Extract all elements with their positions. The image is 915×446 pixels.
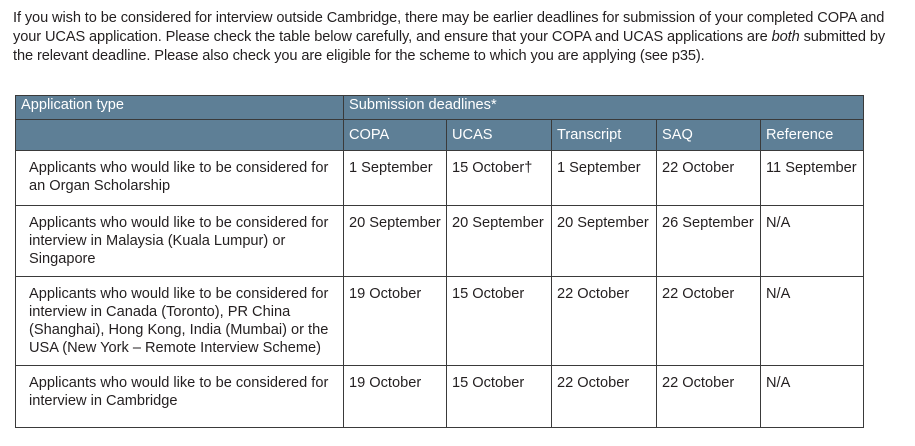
row-application-type: Applicants who would like to be considered for interview in Malaysia (Kuala Lumpur) or Singapore [16, 206, 344, 277]
cell-ucas: 15 October [447, 366, 552, 428]
cell-ucas: 15 October [447, 277, 552, 366]
intro-paragraph [13, 9, 893, 66]
header-transcript: Transcript [552, 120, 657, 151]
header-application-type: Application type [16, 96, 344, 120]
cell-transcript: 20 September [552, 206, 657, 277]
cell-reference: N/A [761, 366, 864, 428]
cell-transcript: 1 September [552, 151, 657, 206]
intro-text-part2: submitted by the relevant deadline. Please also check you are eligible for the scheme to which you are applying (see p35). [13, 29, 886, 64]
header-ucas: UCAS [447, 120, 552, 151]
cell-saq: 22 October [657, 151, 761, 206]
table-subheader-row [16, 120, 864, 151]
header-empty-cell [16, 120, 344, 151]
cell-copa: 19 October [344, 277, 447, 366]
table-row [16, 151, 864, 206]
cell-saq: 22 October [657, 366, 761, 428]
cell-reference: 11 September [761, 151, 864, 206]
cell-transcript: 22 October [552, 366, 657, 428]
cell-transcript: 22 October [552, 277, 657, 366]
cell-copa: 20 September [344, 206, 447, 277]
cell-ucas: 20 September [447, 206, 552, 277]
table-row [16, 206, 864, 277]
deadlines-table [15, 95, 864, 428]
cell-saq: 22 October [657, 277, 761, 366]
table-header-row [16, 96, 864, 120]
header-submission-deadlines: Submission deadlines* [344, 96, 864, 120]
intro-emphasis: both [771, 29, 800, 45]
table-row [16, 366, 864, 428]
row-application-type: Applicants who would like to be considered for interview in Cambridge [16, 366, 344, 428]
header-saq: SAQ [657, 120, 761, 151]
table-row [16, 277, 864, 366]
cell-copa: 19 October [344, 366, 447, 428]
header-copa: COPA [344, 120, 447, 151]
cell-copa: 1 September [344, 151, 447, 206]
cell-reference: N/A [761, 206, 864, 277]
cell-saq: 26 September [657, 206, 761, 277]
intro-text-part1: If you wish to be considered for interview outside Cambridge, there may be earlier deadlines for submission of your completed COPA and your UCAS application. Please check the table below carefully, and ensure that your COPA and UCAS applications are [13, 10, 885, 45]
cell-reference: N/A [761, 277, 864, 366]
header-reference: Reference [761, 120, 864, 151]
cell-ucas: 15 October† [447, 151, 552, 206]
row-application-type: Applicants who would like to be considered for interview in Canada (Toronto), PR China (Shanghai), Hong Kong, India (Mumbai) or the USA (New York – Remote Interview Scheme) [16, 277, 344, 366]
row-application-type: Applicants who would like to be considered for an Organ Scholarship [16, 151, 344, 206]
